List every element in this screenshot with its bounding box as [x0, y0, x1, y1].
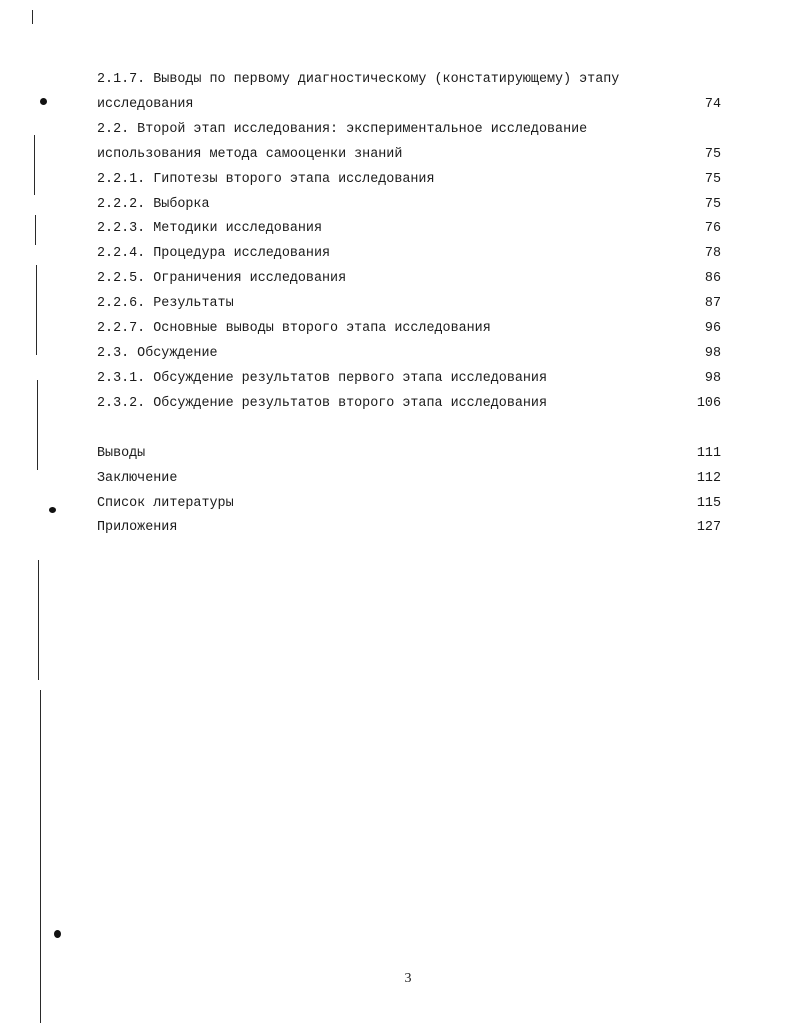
scan-edge-line: [34, 135, 35, 195]
toc-entry-page: 74: [704, 96, 721, 112]
toc-entry-page: 96: [704, 321, 721, 337]
toc-entry: [97, 267, 721, 292]
toc-entry-title: Заключение: [97, 470, 178, 486]
scan-blot: [40, 98, 47, 105]
toc-entry-title: 2.2.5. Ограничения исследования: [97, 271, 347, 287]
scan-blot: [49, 507, 56, 513]
toc-entry: [97, 367, 721, 392]
toc-entry-title: 2.2.6. Результаты: [97, 296, 234, 312]
table-of-contents: [97, 68, 721, 541]
toc-entry-title: Список литературы: [97, 495, 234, 511]
toc-entry: [97, 242, 721, 267]
scan-edge-line: [37, 380, 38, 470]
scan-edge-line: [36, 265, 37, 355]
toc-entry: [97, 168, 721, 193]
toc-entry-page: 78: [704, 246, 721, 262]
toc-entry-page: 75: [704, 146, 721, 162]
section-gap: [97, 417, 721, 442]
scan-blot: [54, 930, 61, 938]
toc-entry-title: 2.3.2. Обсуждение результатов второго этапа исследования: [97, 395, 547, 411]
toc-entry-title: 2.3. Обсуждение: [97, 345, 218, 361]
toc-entry: [97, 492, 721, 517]
toc-entry: [97, 392, 721, 417]
toc-entry-page: 111: [696, 445, 721, 461]
toc-entry: [97, 467, 721, 492]
toc-entry: [97, 516, 721, 541]
toc-entry: [97, 118, 721, 168]
toc-entry-title: 2.3.1. Обсуждение результатов первого этапа исследования: [97, 370, 547, 386]
toc-entry-page: 127: [696, 520, 721, 536]
page-number: 3: [404, 971, 412, 986]
toc-entry: [97, 217, 721, 242]
scan-edge-line: [32, 10, 33, 24]
toc-entry-title: Приложения: [97, 520, 178, 536]
toc-entry-title: 2.2.7. Основные выводы второго этапа исследования: [97, 321, 491, 337]
toc-entry-title: 2.2. Второй этап исследования: экспериментальное исследование: [97, 121, 588, 137]
toc-entry-page: 98: [704, 370, 721, 386]
toc-entry: [97, 292, 721, 317]
toc-entry-page: 86: [704, 271, 721, 287]
toc-entry: [97, 442, 721, 467]
toc-entry-page: 75: [704, 171, 721, 187]
toc-entry-page: 112: [696, 470, 721, 486]
toc-entry: [97, 317, 721, 342]
scan-edge-line: [35, 215, 36, 245]
toc-entry-title: 2.2.3. Методики исследования: [97, 221, 322, 237]
toc-entry: [97, 193, 721, 218]
toc-entry: [97, 68, 721, 118]
toc-entry-page: 87: [704, 296, 721, 312]
toc-entry: [97, 342, 721, 367]
toc-entry-page: 106: [696, 395, 721, 411]
toc-entry-page: 76: [704, 221, 721, 237]
toc-entry-page: 115: [696, 495, 721, 511]
toc-entry-page: 98: [704, 345, 721, 361]
toc-entry-title: 2.2.1. Гипотезы второго этапа исследования: [97, 171, 435, 187]
toc-entry-title: 2.1.7. Выводы по первому диагностическому (констатирующему) этапу: [97, 72, 620, 87]
toc-entry-title: исследования: [97, 96, 194, 112]
toc-entry-title: 2.2.4. Процедура исследования: [97, 246, 331, 262]
toc-entry-page: 75: [704, 196, 721, 212]
toc-entry-title: Выводы: [97, 445, 146, 461]
toc-entry-title: использования метода самооценки знаний: [97, 146, 403, 162]
scan-edge-line: [38, 560, 39, 680]
toc-entry-title: 2.2.2. Выборка: [97, 196, 210, 212]
